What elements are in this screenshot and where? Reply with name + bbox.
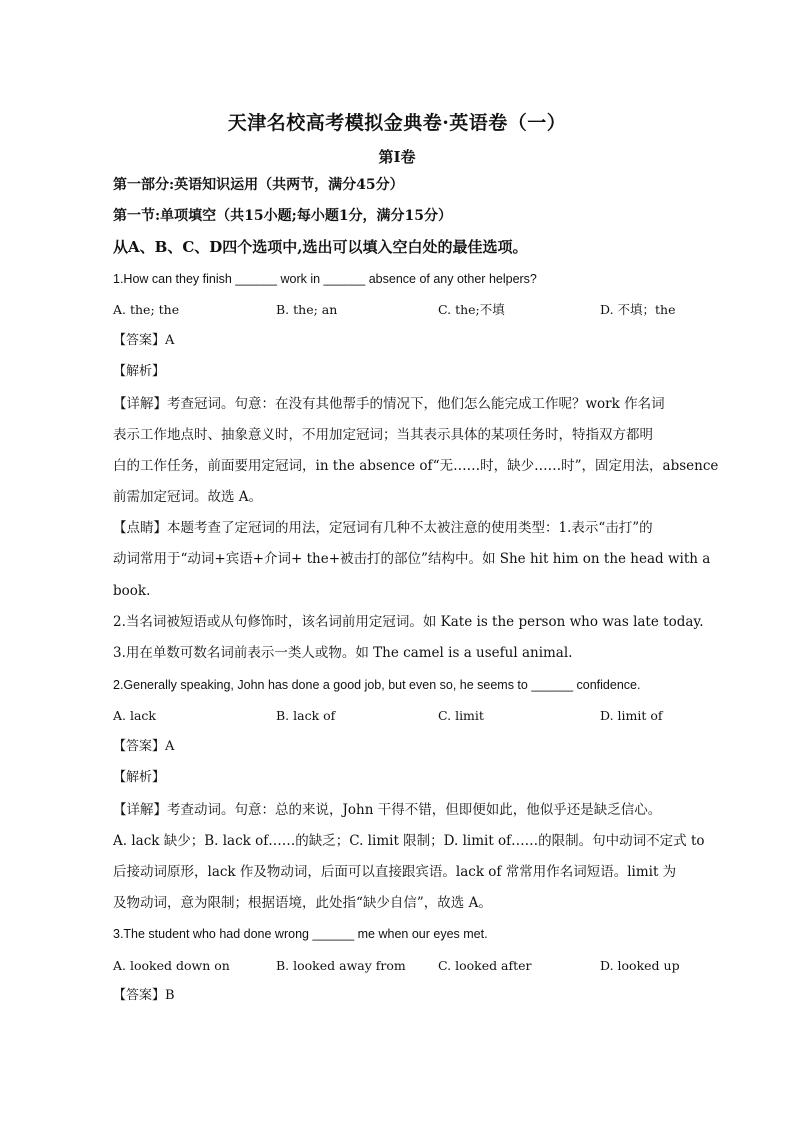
question-1-point-line: 动词常用于“动词+宾语+介词+ the+被击打的部位”结构中。如 She hit him on the head with a (113, 551, 711, 567)
question-1-detail-line: 前需加定冠词。故选 A。 (113, 489, 263, 505)
question-3-answer: 【答案】B (113, 988, 175, 1003)
question-1-analysis-label: 【解析】 (113, 364, 166, 379)
question-1-option-c: C. the;不填 (438, 302, 505, 317)
part-heading: 第一部分:英语知识运用（共两节，满分45分） (113, 177, 404, 193)
document-title: 天津名校高考模拟金典卷·英语卷（一） (227, 112, 567, 134)
volume-heading: 第Ⅰ卷 (378, 148, 416, 166)
instruction-text: 从A、B、C、D四个选项中,选出可以填入空白处的最佳选项。 (113, 238, 528, 256)
question-2-answer: 【答案】A (113, 739, 175, 754)
question-3-option-a: A. looked down on (113, 958, 230, 973)
question-2-detail-line: 【详解】考查动词。句意：总的来说，John 干得不错，但即便如此，他似乎还是缺乏信心。 (113, 802, 662, 818)
question-3-option-b: B. looked away from (276, 958, 406, 973)
question-1-option-d: D. 不填；the (600, 302, 676, 317)
question-3-stem: 3.The student who had done wrong ______ me when our eyes met. (113, 927, 488, 941)
question-1-option-b: B. the; an (276, 302, 338, 317)
question-1-point-line: 2.当名词被短语或从句修饰时，该名词前用定冠词。如 Kate is the person who was late today. (113, 614, 704, 630)
question-2-stem: 2.Generally speaking, John has done a good job, but even so, he seems to ______ confidence. (113, 678, 641, 692)
question-1-point-line: 3.用在单数可数名词前表示一类人或物。如 The camel is a useful animal. (113, 645, 573, 661)
question-1-point-line: 【点睛】本题考查了定冠词的用法，定冠词有几种不太被注意的使用类型：1.表示“击打”的 (113, 520, 653, 536)
question-2-option-b: B. lack of (276, 708, 336, 723)
question-1-detail-line: 白的工作任务，前面要用定冠词，in the absence of“无……时，缺少……时”，固定用法，absence (113, 458, 719, 474)
question-2-detail-line: A. lack 缺少；B. lack of……的缺乏；C. limit 限制；D. limit of……的限制。句中动词不定式 to (113, 833, 705, 849)
section-heading: 第一节:单项填空（共15小题;每小题1分，满分15分） (113, 208, 453, 224)
question-3-option-d: D. looked up (600, 958, 680, 973)
question-1-detail-line: 表示工作地点时、抽象意义时，不用加定冠词；当其表示具体的某项任务时，特指双方都明 (113, 427, 653, 443)
question-1-detail-line: 【详解】考查冠词。句意：在没有其他帮手的情况下，他们怎么能完成工作呢？work 作名词 (113, 396, 665, 412)
question-2-option-c: C. limit (438, 708, 484, 723)
question-1-stem: 1.How can they finish ______ work in ______ absence of any other helpers? (113, 272, 537, 286)
question-1-point-line: book. (113, 583, 151, 599)
question-2-analysis-label: 【解析】 (113, 770, 166, 785)
question-1-option-a: A. the; the (113, 302, 180, 317)
question-2-detail-line: 及物动词，意为限制；根据语境，此处指“缺少自信”，故选 A。 (113, 895, 492, 911)
question-2-option-a: A. lack (113, 708, 156, 723)
question-2-option-d: D. limit of (600, 708, 663, 723)
question-3-option-c: C. looked after (438, 958, 532, 973)
question-1-answer: 【答案】A (113, 333, 175, 348)
question-2-detail-line: 后接动词原形，lack 作及物动词，后面可以直接跟宾语。lack of 常常用作名词短语。limit 为 (113, 864, 677, 880)
